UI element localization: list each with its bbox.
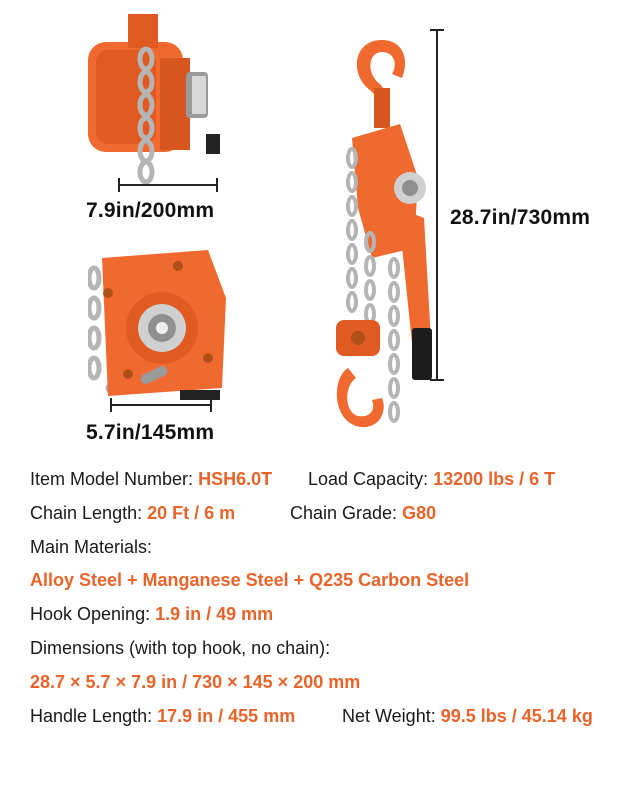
spec-row-chain-grade — [290, 503, 436, 524]
net-weight-label: Net Weight: — [342, 706, 436, 726]
dimensions-label: Dimensions (with top hook, no chain): — [30, 638, 331, 658]
handle-length-value: 17.9 in / 455 mm — [157, 706, 296, 726]
height-dimension-label: 28.7in/730mm — [450, 206, 591, 229]
model-label: Item Model Number: — [30, 469, 194, 489]
hook-opening-value: 1.9 in / 49 mm — [155, 604, 274, 624]
handle-length-label: Handle Length: — [30, 706, 153, 726]
spec-row-net-weight — [342, 706, 593, 727]
hook-opening-label: Hook Opening: — [30, 604, 151, 624]
chain-length-value: 20 Ft / 6 m — [147, 503, 236, 523]
hoist-side-illustration — [88, 14, 228, 184]
lever-hoist-illustration — [322, 28, 442, 440]
depth-dimension-label: 5.7in/145mm — [86, 421, 215, 444]
lever-hoist-main-view — [322, 28, 442, 440]
chain-length-label: Chain Length: — [30, 503, 143, 523]
dimensions-value: 28.7 × 5.7 × 7.9 in / 730 × 145 × 200 mm — [30, 672, 361, 692]
width-dimension-line — [118, 176, 218, 194]
width-dimension-label: 7.9in/200mm — [86, 199, 215, 222]
spec-row-capacity — [308, 469, 555, 490]
model-value: HSH6.0T — [198, 469, 273, 489]
chain-grade-label: Chain Grade: — [290, 503, 398, 523]
spec-row-hook-opening — [30, 604, 273, 625]
hoist-front-view — [88, 238, 228, 403]
height-dimension-line — [428, 29, 446, 381]
hoist-front-illustration — [88, 238, 228, 403]
spec-row-handle-length — [30, 706, 295, 727]
capacity-value: 13200 lbs / 6 T — [433, 469, 556, 489]
materials-value: Alloy Steel + Manganese Steel + Q235 Carbon Steel — [30, 570, 470, 590]
net-weight-value: 99.5 lbs / 45.14 kg — [440, 706, 593, 726]
depth-dimension-line — [110, 396, 212, 414]
materials-label: Main Materials: — [30, 537, 153, 557]
spec-row-model — [30, 469, 272, 490]
capacity-label: Load Capacity: — [308, 469, 429, 489]
chain-grade-value: G80 — [402, 503, 437, 523]
hoist-side-view — [88, 14, 228, 184]
spec-row-chain-length — [30, 503, 235, 524]
